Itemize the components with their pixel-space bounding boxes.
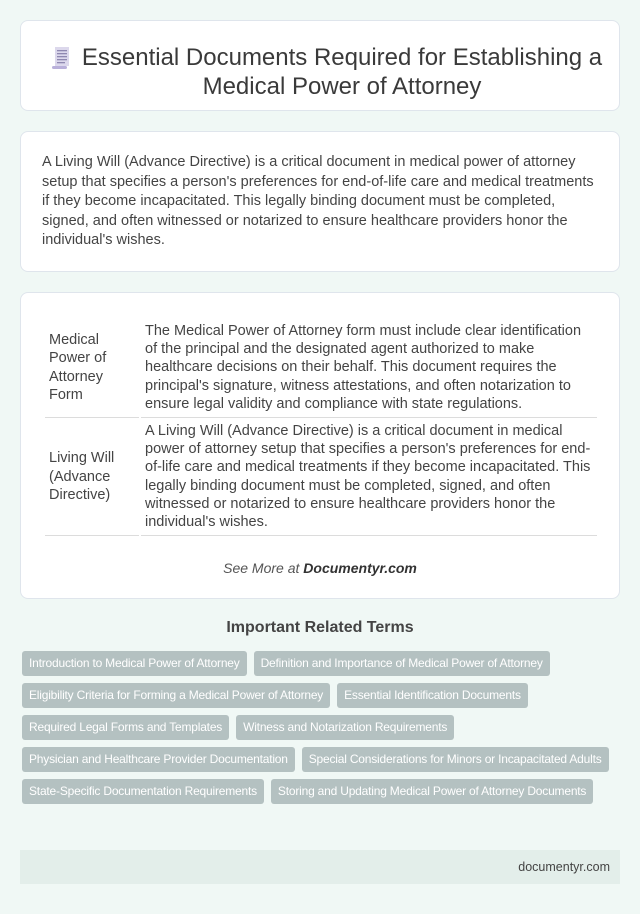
row-description: The Medical Power of Attorney form must include clear identification of the principal and the designated agent authorized to make healthcare decisions on their behalf. This document requires the principal's signature, witness attestations, and often notarization to ensure legal validity and compliance with state regulations. [141,318,597,418]
related-terms-list [22,651,612,804]
see-more [21,560,619,576]
related-term-tag[interactable]: Definition and Importance of Medical Power of Attorney [254,651,550,676]
table-row [45,318,597,418]
intro-text: A Living Will (Advance Directive) is a critical document in medical power of attorney setup that specifies a person's preferences for end-of-life care and medical treatments if they become incapacitated. This legally binding document must be completed, signed, and often witnessed or notarized to ensure healthcare providers honor the individual's wishes. [42,154,594,248]
row-term: Living Will (Advance Directive) [45,418,139,536]
related-term-tag[interactable]: Special Considerations for Minors or Incapacitated Adults [302,747,609,772]
related-term-tag[interactable]: Physician and Healthcare Provider Documentation [22,747,295,772]
related-term-tag[interactable]: Storing and Updating Medical Power of Attorney Documents [271,779,593,804]
row-term: Medical Power of Attorney Form [45,318,139,418]
related-term-tag[interactable]: State-Specific Documentation Requirements [22,779,264,804]
related-term-tag[interactable]: Eligibility Criteria for Forming a Medical Power of Attorney [22,683,330,708]
header-card [20,20,620,111]
see-more-prefix: See More at [223,560,304,576]
documents-table-card [20,292,620,599]
related-terms-title: Important Related Terms [226,619,414,636]
intro-card [20,131,620,272]
see-more-link[interactable]: Documentyr.com [303,560,417,576]
table-row [45,418,597,536]
related-term-tag[interactable]: Introduction to Medical Power of Attorney [22,651,247,676]
footer-site-link[interactable]: documentyr.com [518,860,610,874]
related-term-tag[interactable]: Witness and Notarization Requirements [236,715,454,740]
page-title: Essential Documents Required for Establishing a Medical Power of Attorney [81,44,603,100]
footer [20,850,620,884]
documents-table [43,318,599,536]
title-wrap [21,43,619,101]
related-term-tag[interactable]: Required Legal Forms and Templates [22,715,229,740]
row-description: A Living Will (Advance Directive) is a critical document in medical power of attorney setup that specifies a person's preferences for end-of-life care and medical treatments if they become incapacitated. This legally binding document must be completed, signed, and often witnessed or notarized to ensure healthcare providers honor the individual's wishes. [141,418,597,536]
related-term-tag[interactable]: Essential Identification Documents [337,683,528,708]
